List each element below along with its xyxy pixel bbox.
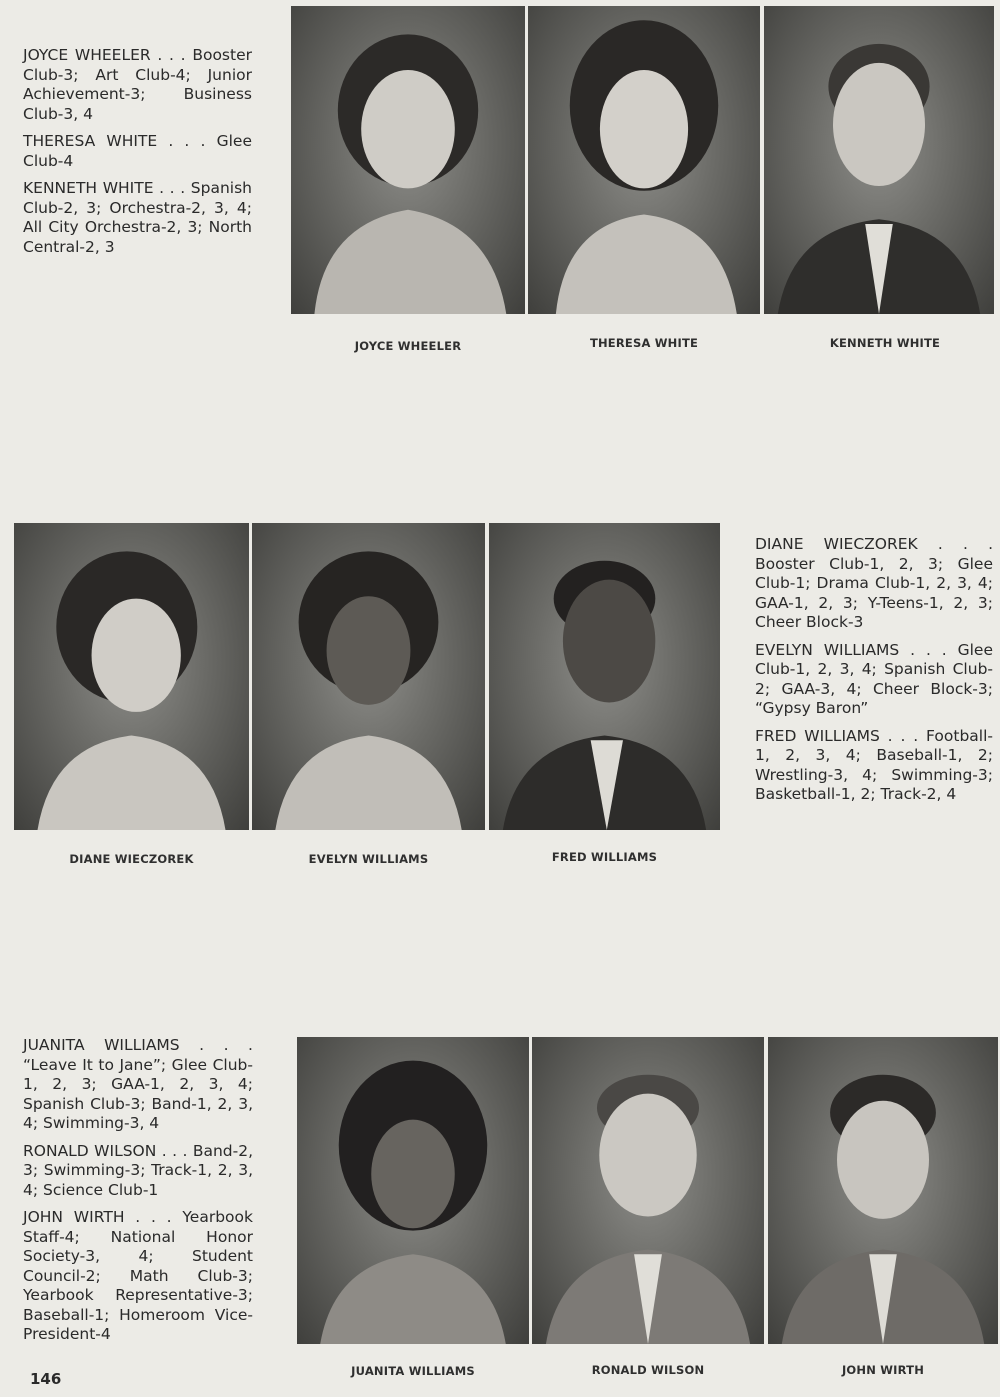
bio-ronald-wilson: RONALD WILSON . . . Band-2, 3; Swimming-3; Track-1, 2, 3, 4; Science Club-1: [23, 1141, 253, 1199]
bio-diane-wieczorek: DIANE WIECZOREK . . . Booster Club-1, 2, 3; Glee Club-1; Drama Club-1, 2, 3, 4; GAA-1, 2, 3; Y-Teens-1, 2, 3; Cheer Block-3: [755, 535, 993, 631]
caption-theresa-white: THERESA WHITE: [589, 336, 699, 350]
bio-juanita-williams: JUANITA WILLIAMS . . . “Leave It to Jane”; Glee Club-1, 2, 3; GAA-1, 2, 3, 4; Spanish Club-3; Band-1, 2, 3, 4; Swimming-3, 4: [23, 1036, 253, 1132]
caption-john-wirth: JOHN WIRTH: [841, 1363, 925, 1377]
portrait-theresa-white: [528, 6, 760, 314]
portrait-evelyn-williams: [252, 523, 485, 830]
portrait-ronald-wilson: [532, 1037, 764, 1344]
caption-ronald-wilson: RONALD WILSON: [591, 1363, 705, 1377]
portrait-kenneth-white: [764, 6, 994, 314]
caption-fred-williams: FRED WILLIAMS: [551, 850, 658, 864]
page-number: 146: [30, 1370, 62, 1388]
portrait-fred-williams: [489, 523, 720, 830]
bio-block-row1: [23, 46, 252, 265]
bio-joyce-wheeler: JOYCE WHEELER . . . Booster Club-3; Art Club-4; Junior Achievement-3; Business Club-3, 4: [23, 46, 252, 123]
caption-kenneth-white: KENNETH WHITE: [829, 336, 941, 350]
bio-evelyn-williams: EVELYN WILLIAMS . . . Glee Club-1, 2, 3, 4; Spanish Club-2; GAA-3, 4; Cheer Block-3; “Gypsy Baron”: [755, 640, 993, 717]
bio-block-row2: [755, 535, 993, 813]
bio-fred-williams: FRED WILLIAMS . . . Football-1, 2, 3, 4; Baseball-1, 2; Wrestling-3, 4; Swimming-3; Basketball-1, 2; Track-2, 4: [755, 726, 993, 803]
portrait-juanita-williams: [297, 1037, 529, 1344]
portrait-john-wirth: [768, 1037, 998, 1344]
bio-kenneth-white: KENNETH WHITE . . . Spanish Club-2, 3; Orchestra-2, 3, 4; All City Orchestra-2, 3; North Central-2, 3: [23, 179, 252, 256]
caption-joyce-wheeler: JOYCE WHEELER: [354, 339, 462, 353]
portrait-joyce-wheeler: [291, 6, 525, 314]
caption-diane-wieczorek: DIANE WIECZOREK: [69, 852, 194, 866]
bio-block-row3: [23, 1036, 253, 1353]
bio-theresa-white: THERESA WHITE . . . Glee Club-4: [23, 132, 252, 170]
caption-juanita-williams: JUANITA WILLIAMS: [351, 1364, 475, 1378]
caption-evelyn-williams: EVELYN WILLIAMS: [308, 852, 429, 866]
portrait-diane-wieczorek: [14, 523, 249, 830]
bio-john-wirth: JOHN WIRTH . . . Yearbook Staff-4; National Honor Society-3, 4; Student Council-2; Math Club-3; Yearbook Representative-3; Baseball-1; Homeroom Vice-President-4: [23, 1208, 253, 1343]
